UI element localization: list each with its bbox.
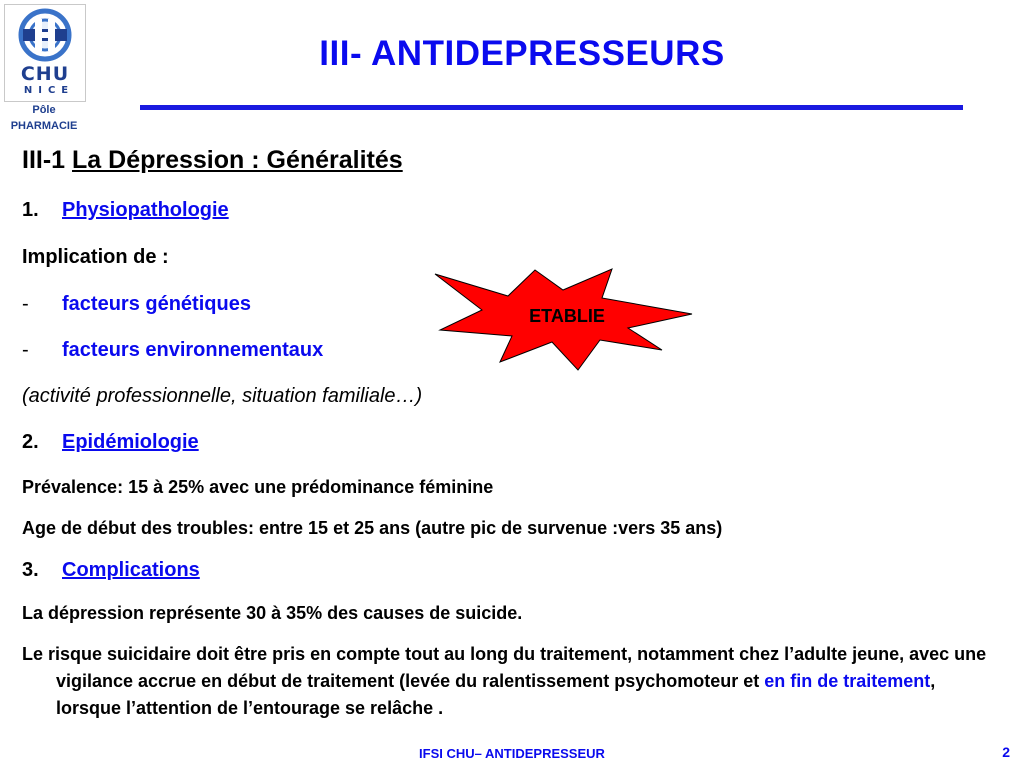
risk-highlight: en fin de traitement bbox=[764, 671, 931, 691]
bullet-text: facteurs environnementaux bbox=[62, 339, 324, 361]
logo-caption bbox=[0, 102, 88, 134]
bullet-environmental bbox=[22, 339, 323, 362]
physio-note: (activité professionnelle, situation familiale…) bbox=[22, 385, 423, 407]
logo-caption-line2: PHARMACIE bbox=[10, 120, 78, 132]
item-number: 2. bbox=[22, 431, 39, 453]
section-heading bbox=[22, 146, 403, 175]
item-complications bbox=[22, 559, 200, 582]
bullet-genetic bbox=[22, 293, 251, 316]
epidemiologie-link[interactable]: Epidémiologie bbox=[62, 431, 199, 453]
section-prefix: III-1 bbox=[22, 146, 73, 174]
item-physiopathologie bbox=[22, 199, 229, 222]
item-epidemiologie bbox=[22, 431, 199, 454]
slide-footer: IFSI CHU– ANTIDEPRESSEUR bbox=[419, 746, 605, 761]
etablie-starburst-badge bbox=[430, 266, 700, 372]
risk-text-part1: Le risque suicidaire doit être pris en compte tout au long du traitement, notamment chez l’adulte jeune, avec une vigilance accrue en début de traitement (levée du ralentissement psychomoteur et bbox=[22, 644, 987, 691]
prevalence-text: Prévalence: 15 à 25% avec une prédominance féminine bbox=[22, 477, 494, 497]
physio-intro: Implication de : bbox=[22, 246, 169, 268]
age-onset-text: Age de début des troubles: entre 15 et 25 ans (autre pic de survenue :vers 35 ans) bbox=[22, 518, 723, 538]
page-number: 2 bbox=[1002, 744, 1010, 760]
logo-caption-line1: Pôle bbox=[32, 104, 56, 116]
suicide-text: La dépression représente 30 à 35% des causes de suicide. bbox=[22, 603, 523, 623]
item-number: 1. bbox=[22, 199, 39, 221]
physiopathologie-link[interactable]: Physiopathologie bbox=[62, 199, 229, 221]
section-heading-text: La Dépression : Généralités bbox=[72, 146, 403, 174]
risk-text-part2: , lorsque l’attention de l’entourage se relâche . bbox=[56, 671, 936, 718]
title-underline-divider bbox=[140, 105, 963, 110]
suicide-risk-paragraph bbox=[22, 641, 997, 722]
bullet-dash: - bbox=[22, 339, 29, 361]
item-number: 3. bbox=[22, 559, 39, 581]
complications-link[interactable]: Complications bbox=[62, 559, 200, 581]
logo-sub: NICE bbox=[23, 85, 75, 96]
bullet-text: facteurs génétiques bbox=[62, 293, 251, 315]
bullet-dash: - bbox=[22, 293, 29, 315]
slide-title: III- ANTIDEPRESSEURS bbox=[319, 34, 725, 73]
logo-name: CHU bbox=[20, 63, 70, 85]
badge-label: ETABLIE bbox=[529, 306, 605, 326]
